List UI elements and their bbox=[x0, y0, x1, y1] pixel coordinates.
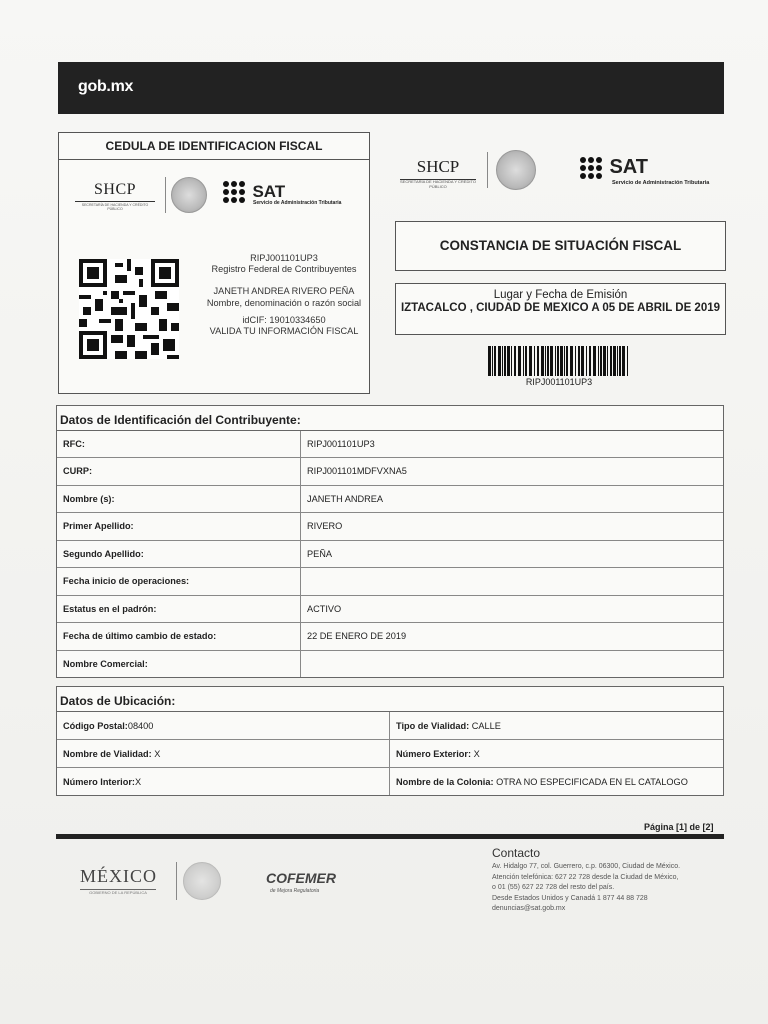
sat-dots-icon bbox=[580, 157, 602, 179]
gob-logo: gob.mx bbox=[78, 78, 134, 95]
cedula-text-block bbox=[204, 253, 364, 337]
identificacion-table bbox=[56, 405, 724, 678]
row-label: Estatus en el padrón: bbox=[57, 596, 301, 623]
identificacion-title: Datos de Identificación del Contribuyente: bbox=[57, 406, 723, 431]
row-value: ACTIVO bbox=[307, 603, 342, 614]
sat-logo: SAT Servicio de Administración Tributaria bbox=[223, 181, 341, 206]
row-left: Número Interior: X bbox=[57, 768, 390, 795]
national-seal-icon bbox=[171, 177, 207, 213]
row-value bbox=[301, 568, 723, 595]
row-value: PEÑA bbox=[307, 548, 333, 559]
row-value: 22 DE ENERO DE 2019 bbox=[307, 631, 407, 642]
table-row bbox=[57, 513, 723, 541]
cedula-name: JANETH ANDREA RIVERO PEÑA bbox=[213, 286, 355, 297]
table-row bbox=[57, 541, 723, 569]
shcp-logo-large: SHCP SECRETARÍA DE HACIENDA Y CRÉDITO PÚBLICO bbox=[400, 157, 476, 189]
cedula-title: CEDULA DE IDENTIFICACION FISCAL bbox=[59, 133, 369, 160]
contacto-lines bbox=[492, 862, 732, 915]
barcode-icon bbox=[488, 346, 630, 376]
cofemer-subtitle: de Mejora Regulatoria bbox=[270, 888, 320, 894]
row-label: Fecha inicio de operaciones: bbox=[57, 568, 301, 595]
lugar-label: Lugar y Fecha de Emisión bbox=[493, 289, 628, 301]
lugar-fecha-box bbox=[395, 283, 726, 335]
row-label: Fecha de último cambio de estado: bbox=[57, 623, 301, 650]
logo-divider bbox=[165, 177, 166, 213]
cedula-box bbox=[58, 132, 370, 394]
row-label: Nombre (s): bbox=[57, 486, 301, 513]
row-left: Nombre de Vialidad: X bbox=[57, 740, 390, 767]
contacto-line: denuncias@sat.gob.mx bbox=[492, 905, 566, 912]
footer-divider bbox=[56, 834, 724, 839]
shcp-logo: SHCP SECRETARÍA DE HACIENDA Y CRÉDITO PÚBLICO bbox=[75, 181, 155, 211]
contacto-line: Av. Hidalgo 77, col. Guerrero, c.p. 06300, Ciudad de México. bbox=[492, 863, 681, 870]
cedula-name-caption: Nombre, denominación o razón social bbox=[206, 297, 362, 308]
contacto-line: o 01 (55) 627 22 728 del resto del país. bbox=[492, 884, 615, 891]
logo-divider bbox=[176, 862, 177, 900]
constancia-title: CONSTANCIA DE SITUACIÓN FISCAL bbox=[395, 221, 726, 271]
row-value: JANETH ANDREA bbox=[307, 493, 384, 504]
ubicacion-title: Datos de Ubicación: bbox=[57, 687, 723, 712]
row-value: RIPJ001101MDFVXNA5 bbox=[307, 466, 407, 477]
cedula-rfc-caption: Registro Federal de Contribuyentes bbox=[211, 264, 357, 275]
row-right: Número Exterior: X bbox=[396, 748, 480, 759]
sat-dots-icon bbox=[223, 181, 245, 203]
contacto-line: Atención telefónica: 627 22 728 desde la Ciudad de México, bbox=[492, 873, 679, 881]
row-label: CURP: bbox=[57, 458, 301, 485]
table-row bbox=[57, 458, 723, 486]
table-row bbox=[57, 651, 723, 678]
logo-divider bbox=[487, 152, 488, 188]
row-right: Tipo de Vialidad: CALLE bbox=[396, 720, 501, 731]
contacto-title: Contacto bbox=[492, 846, 541, 860]
row-label: Nombre Comercial: bbox=[57, 651, 301, 678]
cedula-rfc: RIPJ001101UP3 bbox=[250, 253, 318, 263]
table-row bbox=[57, 568, 723, 596]
gob-header-bar bbox=[58, 62, 724, 114]
mexico-logo: MÉXICO GOBIERNO DE LA REPÚBLICA bbox=[80, 866, 157, 895]
cedula-idcif: idCIF: 19010334650 bbox=[242, 314, 326, 325]
ubicacion-table bbox=[56, 686, 724, 796]
national-seal-icon bbox=[496, 150, 536, 190]
row-value: RIPJ001101UP3 bbox=[307, 439, 375, 449]
row-label: Segundo Apellido: bbox=[57, 541, 301, 568]
table-row bbox=[57, 431, 723, 458]
table-row bbox=[57, 740, 723, 768]
row-left: Código Postal: 08400 bbox=[57, 712, 390, 739]
barcode-text: RIPJ001101UP3 bbox=[525, 377, 593, 387]
row-value bbox=[301, 651, 723, 678]
page-number: Página [1] de [2] bbox=[644, 822, 714, 832]
qr-code-icon[interactable] bbox=[79, 259, 179, 359]
table-row bbox=[57, 768, 723, 795]
row-label: Primer Apellido: bbox=[57, 513, 301, 540]
table-row bbox=[57, 623, 723, 651]
row-right: Nombre de la Colonia: OTRA NO ESPECIFICADA EN EL CATALOGO bbox=[396, 776, 688, 787]
table-row bbox=[57, 712, 723, 740]
table-row bbox=[57, 596, 723, 624]
sat-logo-large: SAT Servicio de Administración Tributaria bbox=[580, 156, 648, 179]
contacto-line: Desde Estados Unidos y Canadá 1 877 44 88 728 bbox=[492, 894, 648, 902]
lugar-value: IZTACALCO , CIUDAD DE MEXICO A 05 DE ABRIL DE 2019 bbox=[400, 302, 721, 314]
national-seal-icon bbox=[183, 862, 221, 900]
row-value: RIVERO bbox=[307, 521, 343, 532]
row-label: RFC: bbox=[57, 431, 301, 457]
table-row bbox=[57, 486, 723, 514]
cedula-valida: VALIDA TU INFORMACIÓN FISCAL bbox=[209, 326, 359, 337]
cofemer-logo: COFEMER bbox=[266, 870, 336, 886]
